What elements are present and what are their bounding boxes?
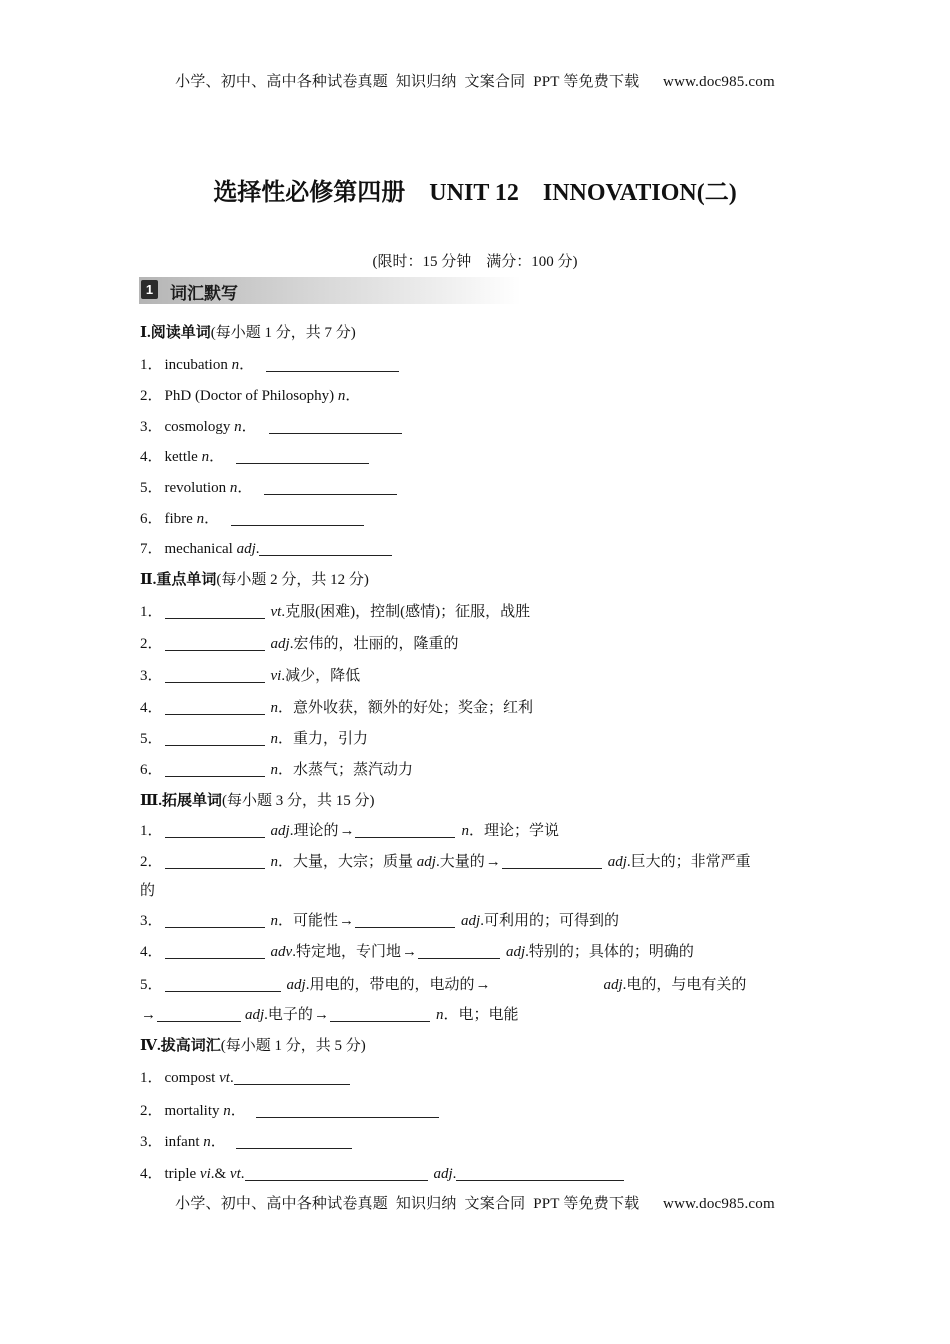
item-meaning: 特定地，专门地	[295, 944, 401, 960]
answer-blank[interactable]	[157, 1005, 241, 1022]
item-word: kettle	[164, 449, 202, 465]
item-meaning: 宏伟的，壮丽的，隆重的	[293, 636, 459, 652]
item-number: 6．	[140, 762, 163, 778]
answer-blank[interactable]	[165, 942, 265, 959]
item-punct: ．	[230, 1103, 246, 1119]
item-punct: ．	[209, 449, 225, 465]
item-word: mechanical	[164, 541, 237, 557]
item-number: 4．	[140, 449, 163, 465]
answer-blank[interactable]	[256, 1101, 439, 1118]
answer-blank[interactable]	[266, 355, 399, 372]
page-header: 小学、初中、高中各种试卷真题 知识归纳 文案合同 PPT 等免费下载 www.doc985.com	[175, 74, 775, 90]
item-pos: adv	[270, 944, 293, 960]
item-pos: n	[203, 1134, 211, 1150]
item-meaning: 理论的	[293, 823, 339, 839]
item-meaning: ．大量，大宗；质量	[278, 854, 417, 870]
part3-item-5-wrap: → adj.电子的→ n．电；电能	[141, 1007, 519, 1023]
answer-blank[interactable]	[165, 634, 265, 651]
part1-item-4	[140, 447, 812, 467]
item-punct: ．	[210, 1134, 226, 1150]
item-number: 3．	[140, 419, 163, 435]
part3-item-2-wrap	[140, 881, 812, 901]
item-pos: n	[461, 823, 469, 839]
part4-item-3	[140, 1132, 812, 1152]
answer-blank[interactable]	[330, 1005, 430, 1022]
arrow-icon: →	[401, 944, 417, 960]
item-pos: adj	[270, 823, 290, 839]
item-number: 5．	[140, 977, 163, 993]
answer-blank[interactable]	[269, 417, 402, 434]
answer-blank[interactable]	[165, 760, 265, 777]
item-number: 3．	[140, 913, 163, 929]
answer-blank[interactable]	[165, 975, 281, 992]
part4-title: Ⅳ.拔高词汇	[140, 1038, 221, 1054]
item-pos: adj	[603, 977, 623, 993]
arrow-icon: →	[141, 1007, 156, 1023]
answer-blank[interactable]	[231, 509, 364, 526]
item-number: 2．	[140, 636, 163, 652]
item-meaning: 意外收获，额外的好处；奖金；红利	[293, 700, 534, 716]
item-pos: n	[337, 388, 346, 404]
section-number-icon: 1	[141, 280, 158, 299]
answer-blank[interactable]	[234, 1068, 350, 1085]
item-number: 3．	[140, 1134, 163, 1150]
part4-item-1	[140, 1068, 812, 1088]
item-number: 2．	[140, 388, 163, 404]
item-punct: .	[281, 668, 286, 684]
section-label: 词汇默写	[170, 284, 238, 304]
item-meaning: 水蒸气；蒸汽动力	[293, 762, 414, 778]
item-number: 3．	[140, 668, 163, 684]
item-pos: vi	[270, 668, 282, 684]
part1-item-3	[140, 417, 812, 437]
item-pos: n	[270, 762, 279, 778]
item-meaning: ．可能性	[278, 913, 339, 929]
item-number: 1．	[140, 823, 163, 839]
part1-title: Ⅰ.阅读单词	[140, 325, 211, 341]
part2-score: (每小题 2 分，共 12 分)	[216, 572, 369, 588]
item-pos: n	[231, 357, 240, 373]
item-pos: n	[435, 1007, 444, 1023]
part3-item-2: 2． n．大量，大宗；质量 adj.大量的→ adj.巨大的；非常严重	[140, 854, 751, 870]
item-pos: n	[270, 731, 279, 747]
part2-item-5	[140, 729, 812, 749]
answer-blank[interactable]	[456, 1164, 624, 1181]
item-meaning: 巨大的；非常严重	[630, 854, 751, 870]
item-meaning: 克服(困难)，控制(感情)；征服，战胜	[285, 604, 531, 620]
part1-item-1	[140, 355, 812, 375]
item-number: 1．	[140, 357, 163, 373]
item-pos: adj	[286, 977, 306, 993]
item-punct: .&	[210, 1166, 230, 1182]
item-punct: .	[289, 636, 294, 652]
answer-blank[interactable]	[165, 852, 265, 869]
item-pos: n	[270, 854, 279, 870]
item-meaning: 可利用的；可得到的	[483, 913, 619, 929]
item-pos: n	[196, 511, 205, 527]
part4-item-4: 4． triple vi.& vt. adj.	[140, 1164, 812, 1184]
item-pos: vt	[219, 1070, 230, 1086]
item-punct: .	[255, 541, 260, 557]
item-number: 1．	[140, 1070, 163, 1086]
arrow-icon: →	[339, 823, 355, 839]
item-pos: n	[201, 449, 210, 465]
answer-blank[interactable]	[259, 539, 392, 556]
item-punct: ．	[278, 700, 294, 716]
item-word: fibre	[164, 511, 197, 527]
part3-score: (每小题 3 分，共 15 分)	[222, 793, 375, 809]
item-number: 4．	[140, 944, 163, 960]
item-meaning: 减少，降低	[285, 668, 361, 684]
item-pos: vt	[270, 604, 282, 620]
arrow-icon: →	[475, 977, 491, 993]
arrow-icon: →	[313, 1007, 329, 1023]
item-pos: adj	[505, 944, 526, 960]
item-punct: ．	[237, 480, 253, 496]
answer-blank[interactable]	[165, 602, 265, 619]
item-meaning: 用电的，带电的，电动的	[309, 977, 475, 993]
item-pos: adj	[416, 854, 436, 870]
item-number: 1．	[140, 604, 163, 620]
part2-item-3	[140, 666, 812, 686]
part3-heading	[140, 791, 812, 811]
item-meaning: ．电；电能	[443, 1007, 519, 1023]
part4-heading	[140, 1036, 812, 1056]
item-number: 4．	[140, 700, 163, 716]
item-word: triple	[164, 1166, 200, 1182]
item-punct: ．	[345, 388, 361, 404]
part3-title: Ⅲ.拓展单词	[140, 793, 223, 809]
page-title: 选择性必修第四册 UNIT 12 INNOVATION(二)	[213, 180, 737, 206]
item-punct: ．	[204, 511, 220, 527]
item-punct: .	[240, 1166, 245, 1182]
part3-item-1: 1． adj.理论的→ n．理论；学说	[140, 823, 559, 839]
item-punct: .	[229, 1070, 234, 1086]
answer-blank[interactable]	[355, 911, 455, 928]
answer-blank[interactable]	[165, 911, 265, 928]
item-number: 4．	[140, 1166, 163, 1182]
part1-item-2	[140, 386, 812, 406]
part3-item-3: 3． n．可能性→ adj.可利用的；可得到的	[140, 913, 619, 929]
part2-title: Ⅱ.重点单词	[140, 572, 217, 588]
item-pos: vt	[229, 1166, 241, 1182]
item-meaning: ．理论；学说	[468, 823, 559, 839]
item-punct: ．	[278, 731, 294, 747]
answer-blank[interactable]	[418, 942, 500, 959]
item-pos: n	[270, 700, 279, 716]
part1-score: (每小题 1 分，共 7 分)	[210, 325, 356, 341]
item-word: infant	[164, 1134, 204, 1150]
part2-heading	[140, 570, 812, 590]
part1-item-6	[140, 509, 812, 529]
item-punct: .	[281, 604, 286, 620]
item-meaning: 大量的	[439, 854, 485, 870]
answer-blank[interactable]	[355, 821, 455, 838]
item-word: PhD (Doctor of Philosophy)	[164, 388, 338, 404]
item-pos: adj	[245, 1007, 265, 1023]
item-meaning: 电的，与电有关的	[626, 977, 747, 993]
item-number: 2．	[140, 854, 163, 870]
answer-blank[interactable]	[165, 821, 265, 838]
part2-item-4	[140, 698, 812, 718]
part3-item-5: 5． adj.用电的，带电的，电动的→ adj.电的，与电有关的	[140, 977, 747, 993]
answer-blank[interactable]	[236, 1132, 352, 1149]
answer-blank[interactable]	[264, 478, 397, 495]
item-pos: vi	[199, 1166, 211, 1182]
arrow-icon: →	[339, 913, 355, 929]
item-pos: adj	[270, 636, 290, 652]
item-pos: adj	[461, 913, 481, 929]
arrow-icon: →	[485, 854, 501, 870]
part1-item-5	[140, 478, 812, 498]
item-number: 7．	[140, 541, 163, 557]
item-pos: n	[234, 419, 242, 435]
part2-item-2	[140, 634, 812, 654]
part4-item-2	[140, 1101, 812, 1121]
answer-blank[interactable]	[236, 447, 369, 464]
item-number: 2．	[140, 1103, 163, 1119]
part1-item-7	[140, 539, 812, 559]
item-pos: n	[223, 1103, 231, 1119]
item-pos: n	[270, 913, 279, 929]
answer-blank[interactable]	[165, 729, 265, 746]
item-pos: adj	[433, 1166, 453, 1182]
item-meaning: 特别的；具体的；明确的	[528, 944, 694, 960]
answer-blank[interactable]	[165, 698, 265, 715]
item-pos: adj	[236, 541, 256, 557]
item-number: 6．	[140, 511, 163, 527]
page-footer: 小学、初中、高中各种试卷真题 知识归纳 文案合同 PPT 等免费下载 www.doc985.com	[175, 1196, 775, 1212]
item-word: compost	[164, 1070, 220, 1086]
item-pos: n	[229, 480, 238, 496]
item-punct: ．	[239, 357, 255, 373]
item-meaning: 重力，引力	[293, 731, 369, 747]
answer-blank[interactable]	[502, 852, 602, 869]
item-pos: adj	[607, 854, 627, 870]
part3-item-4: 4． adv.特定地，专门地→ adj.特别的；具体的；明确的	[140, 944, 694, 960]
answer-blank[interactable]	[245, 1164, 428, 1181]
item-word: mortality	[164, 1103, 224, 1119]
item-word: incubation	[164, 357, 232, 373]
item-word: revolution	[164, 480, 230, 496]
item-punct: ．	[241, 419, 257, 435]
time-limit: (限时：15 分钟 满分：100 分)	[372, 254, 578, 270]
item-number: 5．	[140, 480, 163, 496]
part1-heading	[140, 323, 812, 343]
item-meaning-wrap: 的	[140, 883, 156, 899]
item-word: cosmology	[164, 419, 235, 435]
part2-item-6	[140, 760, 812, 780]
part4-score: (每小题 1 分，共 5 分)	[220, 1038, 366, 1054]
section-banner	[139, 277, 521, 304]
item-meaning: 电子的	[267, 1007, 313, 1023]
item-punct: ．	[278, 762, 294, 778]
answer-blank[interactable]	[165, 666, 265, 683]
item-number: 5．	[140, 731, 163, 747]
part2-item-1	[140, 602, 812, 622]
